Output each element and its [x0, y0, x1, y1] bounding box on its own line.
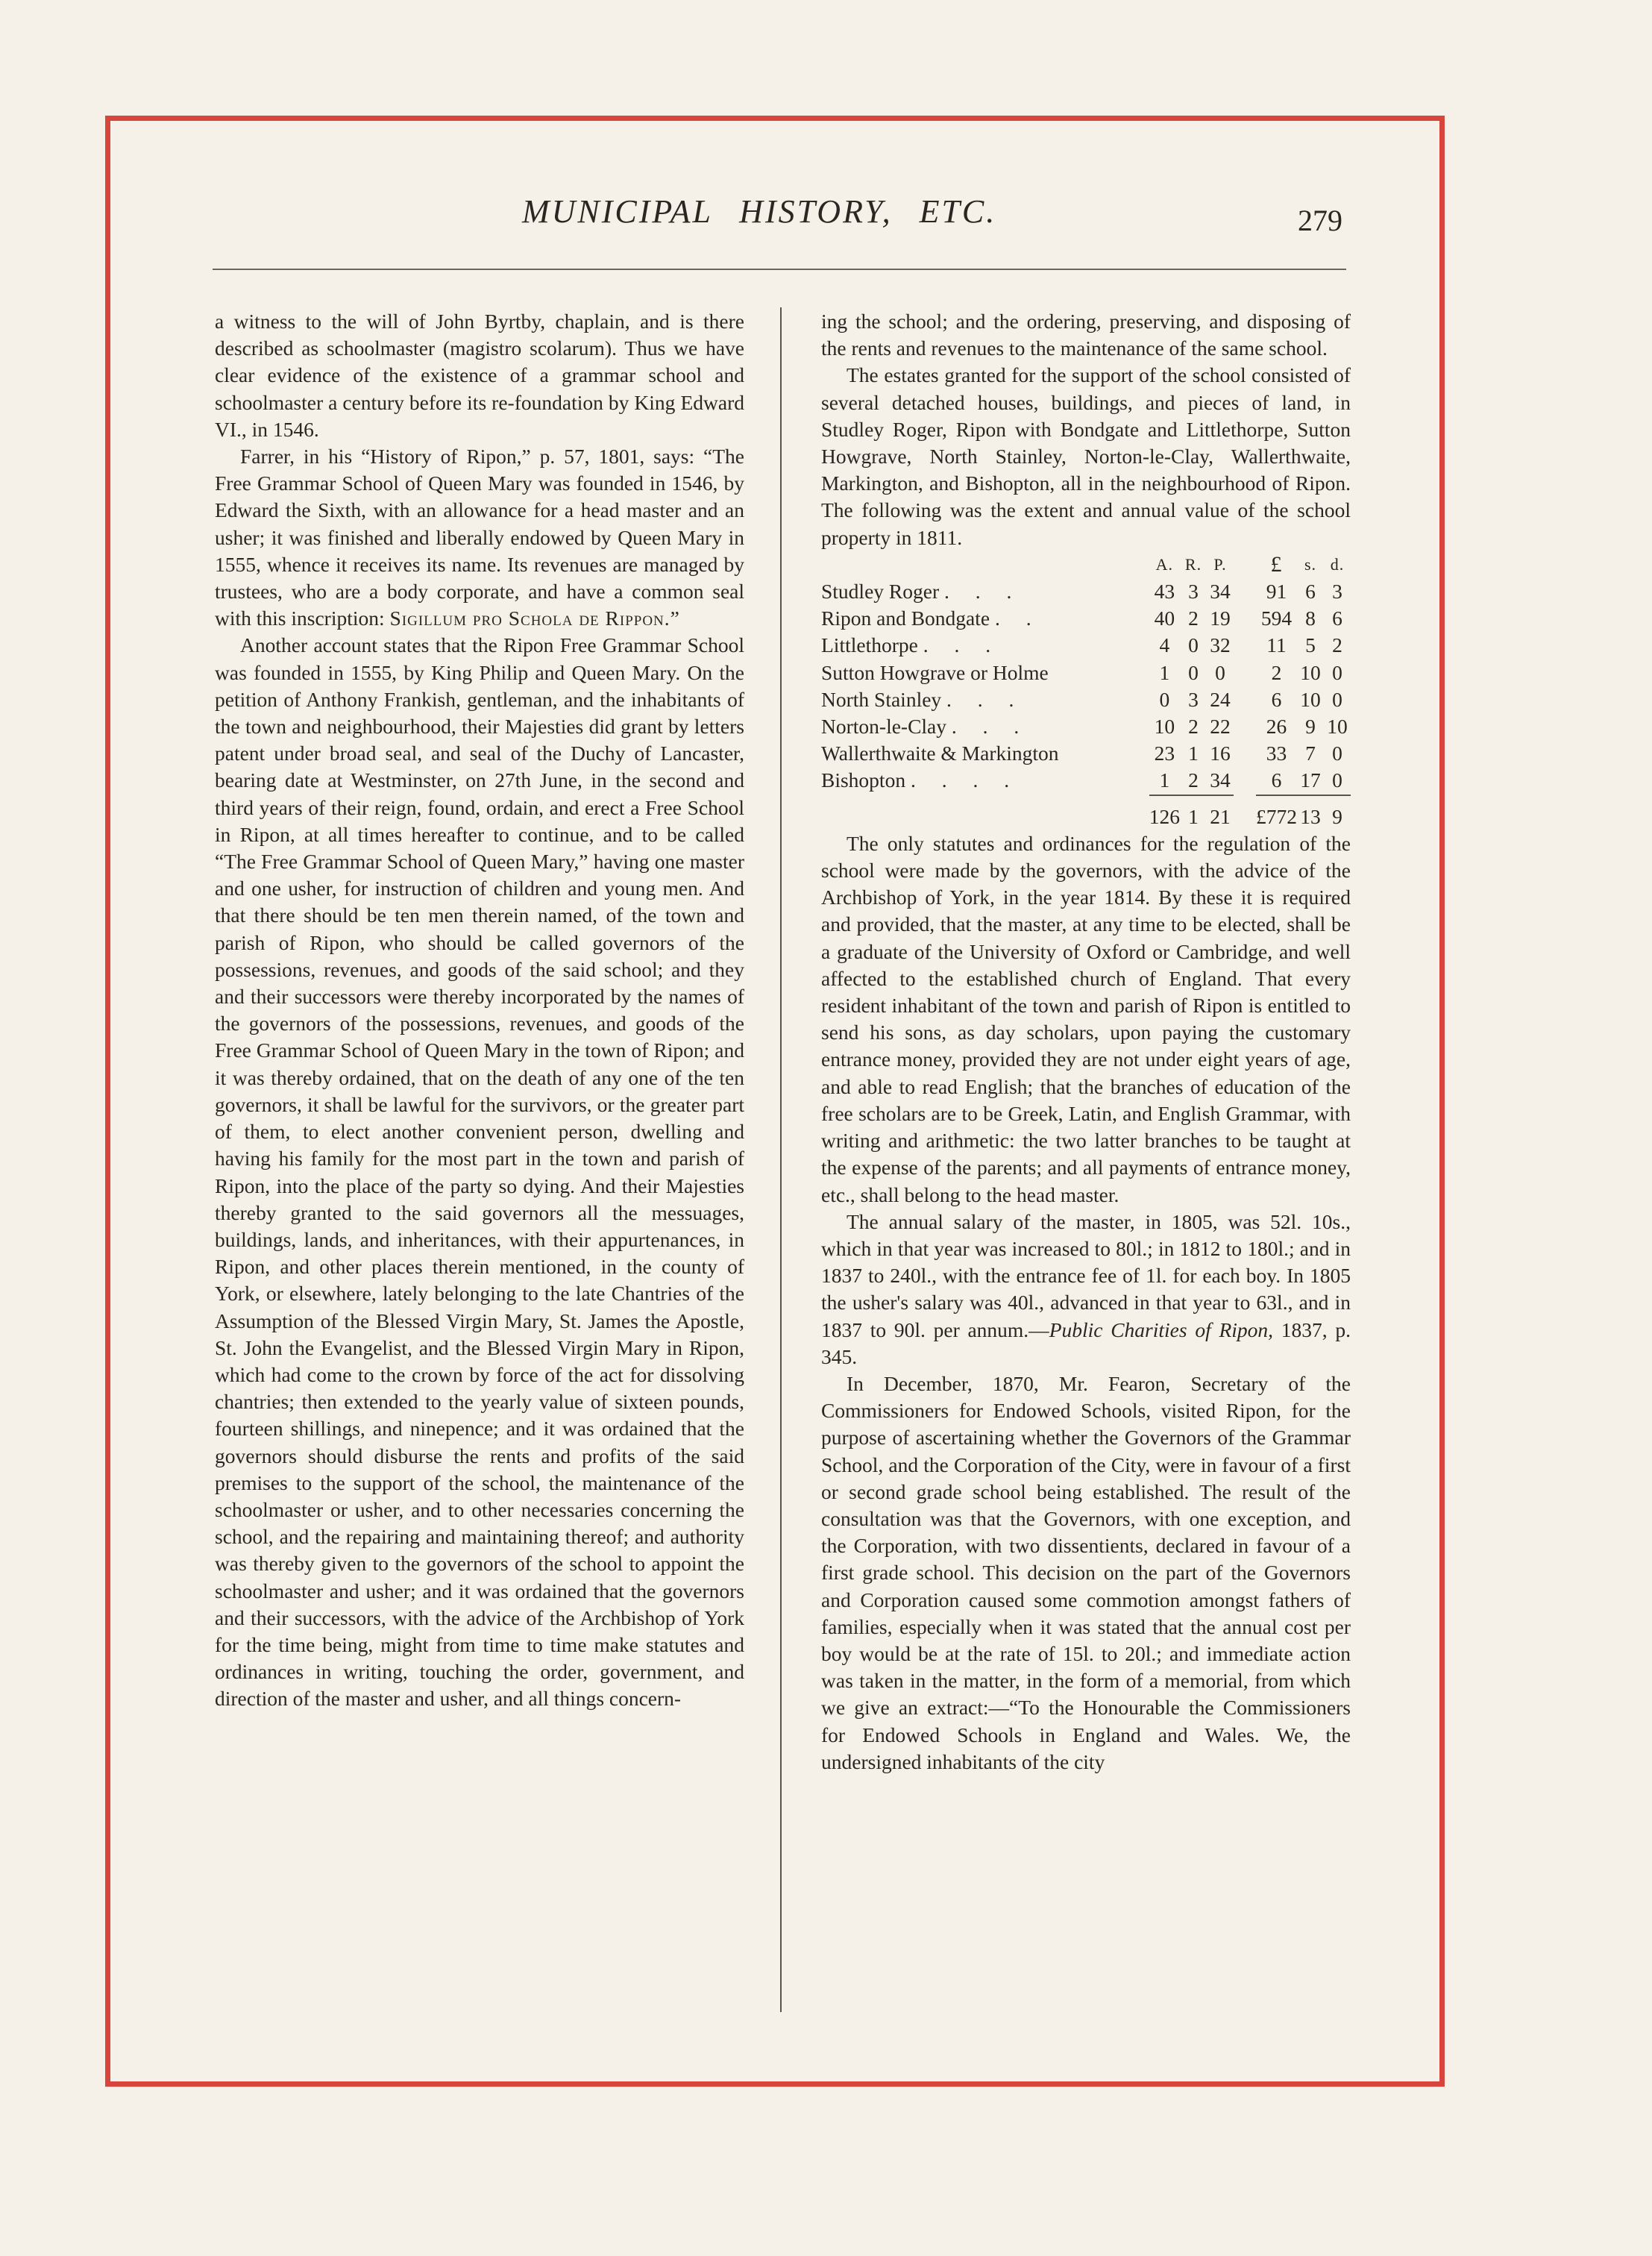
total-perches: 21 — [1207, 795, 1234, 830]
table-header-roods: R. — [1184, 554, 1202, 574]
right-paragraph-4 — [821, 1209, 1351, 1370]
table-header-row — [821, 551, 1351, 578]
row-place: Wallerthwaite & Markington — [821, 742, 1059, 765]
total-pounds: £772 — [1256, 795, 1297, 830]
column-divider — [780, 307, 782, 2012]
table-row: Bishopton . . . . 1 2 34 6 17 0 — [821, 768, 1342, 792]
table-row: Studley Roger . . . 43 3 34 91 6 3 — [821, 580, 1342, 604]
row-place: Bishopton — [821, 768, 906, 792]
table-header-pounds: £ — [1270, 551, 1283, 577]
estates-table — [821, 551, 1351, 830]
left-paragraph-1: a witness to the will of John Byrtby, chaplain, and is there described as schoolmaster (magistro scolarum). Thus we have clear evidence of the existence of a grammar school and schoolmaster a century before its re-foundation by King Edward VI., in 1546. — [215, 310, 744, 441]
farrer-quote: Farrer, in his “History of Ripon,” p. 57, 1801, says: “The Free Grammar School of Queen Mary was founded in 1546, by Edward the Sixth, with an allowance for a head master and an usher; it was finished and liberally endowed by Queen Mary in 1555, whence it receives its name. Its revenues are managed by trustees, who are a body corporate, and have a common seal with this inscription: — [215, 445, 744, 630]
quote-close: ” — [670, 607, 679, 630]
table-header-perches: P. — [1213, 554, 1227, 574]
right-column — [821, 308, 1351, 1776]
table-row: Wallerthwaite & Markington 23 1 16 33 7 0 — [821, 742, 1342, 765]
row-place: Norton-le-Clay — [821, 715, 947, 739]
table-header-acres: A. — [1155, 554, 1174, 574]
left-paragraph-3: Another account states that the Ripon Free Grammar School was founded in 1555, by King Philip and Queen Mary. On the petition of Anthony Frankish, gentleman, and the inhabitants of the town and neighbourhood, their Majesties did grant by letters patent under broad seal, and seal of the Duchy of Lancaster, bearing date at Westminster, on 27th June, in the second and third years of their reign, found, ordain, and erect a Free School in Ripon, at all times hereafter to continue, and to be called “The Free Grammar School of Queen Mary,” having one master and one usher, for instruction of children and young men. And that there should be ten men therein named, of the town and parish of Ripon, who should be called governors of the possessions, revenues, and goods of the said school; and they and their successors were thereby incorporated by the names of the governors of the possessions, revenues, and goods of the Free Grammar School of Queen Mary in the town of Ripon; and it was thereby ordained, that on the death of any one of the ten governors, it shall be lawful for the survivors, or the greater part of them, to elect another convenient person, dwelling and having his family for the most part in the town and parish of Ripon, into the place of the party so dying. And their Majesties thereby granted to the said governors all the messuages, buildings, lands, and inheritances, with their appurtenances, in Ripon, and other places therein mentioned, in the county of York, or elsewhere, lately belonging to the late Chantries of the Assumption of the Blessed Virgin Mary, St. James the Apostle, St. John the Evangelist, and the Blessed Virgin Mary in Ripon, which had come to the crown by force of the act for dissolving chantries; then extended to the yearly value of sixteen pounds, fourteen shillings, and ninepence; and it was ordained that the governors should disburse the rents and profits of the said premises to the support of the school, the maintenance of the schoolmaster or usher, and to other necessaries concerning the school, and the repairing and maintaining thereof; and authority was thereby given to the governors of the school to appoint the schoolmaster and usher; and it was ordained that the governors and their successors, with the advice of the Archbishop of York for the time being, might from time to time make statutes and ordinances in writing, touching the order, government, and direction of the master and usher, and all things concern- — [215, 633, 744, 1711]
left-column — [215, 308, 744, 1713]
row-place: Littlethorpe — [821, 633, 918, 657]
total-shillings: 13 — [1297, 795, 1324, 830]
row-place: North Stainley — [821, 687, 942, 711]
source-citation-end: 1837, p. 345. — [821, 1317, 1351, 1368]
source-citation: Public Charities of Ripon, — [1049, 1317, 1274, 1341]
table-header-shillings: s. — [1304, 554, 1317, 574]
total-acres: 126 — [1149, 795, 1180, 830]
right-paragraph-5: In December, 1870, Mr. Fearon, Secretary of the Commissioners for Endowed Schools, visited Ripon, for the purpose of ascertaining whether the Governors of the Grammar School, and the Corporation of the City, were in favour of a first or second grade school being established. The result of the consultation was that the Governors, with one exception, and the Corporation, with two dissentients, declared in favour of a first grade school. This decision on the part of the Governors and Corporation caused some commotion amongst fathers of families, especially when it was stated that the annual cost per boy would be at the rate of 15l. to 20l.; and immediate action was taken in the matter, in the form of a memorial, from which we give an extract:—“To the Honourable the Commissioners for Endowed Schools in England and Wales. We, the undersigned inhabitants of the city — [821, 1371, 1351, 1773]
table-row: Littlethorpe . . . 4 0 32 11 5 2 — [821, 633, 1342, 657]
table-header-pence: d. — [1330, 554, 1345, 574]
salary-text: The annual salary of the master, in 1805, was 52l. 10s., which in that year was increased to 80l.; in 1812 to 180l.; and in 1837 to 240l., with the entrance fee of 1l. for each boy. In 1805 the usher's salary was 40l., advanced in that year to 63l., and in 1837 to 90l. per annum.— — [821, 1209, 1351, 1341]
table-header-name — [821, 551, 1149, 578]
table-row: Norton-le-Clay . . . 10 2 22 26 9 10 — [821, 715, 1348, 739]
row-place: Sutton Howgrave or Holme — [821, 660, 1049, 684]
total-pence: 9 — [1324, 795, 1351, 830]
right-paragraph-2: The estates granted for the support of the school consisted of several detached houses, buildings, and pieces of land, in Studley Roger, Ripon with Bondgate and Littlethorpe, Sutton Howgrave, North Stainley, Norton-le-Clay, Wallerthwaite, Markington, and Bishopton, all in the neighbourhood of Ripon. The following was the extent and annual value of the school property in 1811. — [821, 363, 1351, 549]
seal-inscription: Sigillum pro Schola de Rippon. — [389, 607, 670, 630]
right-paragraph-1: ing the school; and the ordering, preserving, and disposing of the rents and revenues to the maintenance of the same school. — [821, 310, 1351, 360]
table-row: Sutton Howgrave or Holme 1 0 0 2 10 0 — [821, 660, 1342, 684]
page-number: 279 — [1298, 204, 1342, 237]
table-total-row — [821, 795, 1351, 830]
table-row: North Stainley . . . 0 3 24 6 10 0 — [821, 687, 1342, 711]
running-head-title: MUNICIPAL HISTORY, ETC. — [522, 193, 997, 230]
row-place: Studley Roger — [821, 580, 940, 604]
row-place: Ripon and Bondgate — [821, 607, 990, 630]
header-rule — [213, 269, 1346, 270]
right-paragraph-3: The only statutes and ordinances for the regulation of the school were made by the governors, with the advice of the Archbishop of York, in the year 1814. By these it is required and provided, that the master, at any time to be elected, shall be a graduate of the University of Oxford or Cambridge, and well affected to the established church of England. That every resident inhabitant of the town and parish of Ripon is entitled to send his sons, as day scholars, upon paying the customary entrance money, provided they are not under eight years of age, and able to read English; that the branches of education of the free scholars are to be Greek, Latin, and English Grammar, with writing and arithmetic: the two latter branches to be taught at the expense of the parents; and all payments of entrance money, etc., shall belong to the head master. — [821, 831, 1351, 1206]
left-paragraph-2 — [215, 443, 744, 632]
table-row: Ripon and Bondgate . . 40 2 19 594 8 6 — [821, 607, 1342, 630]
total-roods: 1 — [1180, 795, 1207, 830]
